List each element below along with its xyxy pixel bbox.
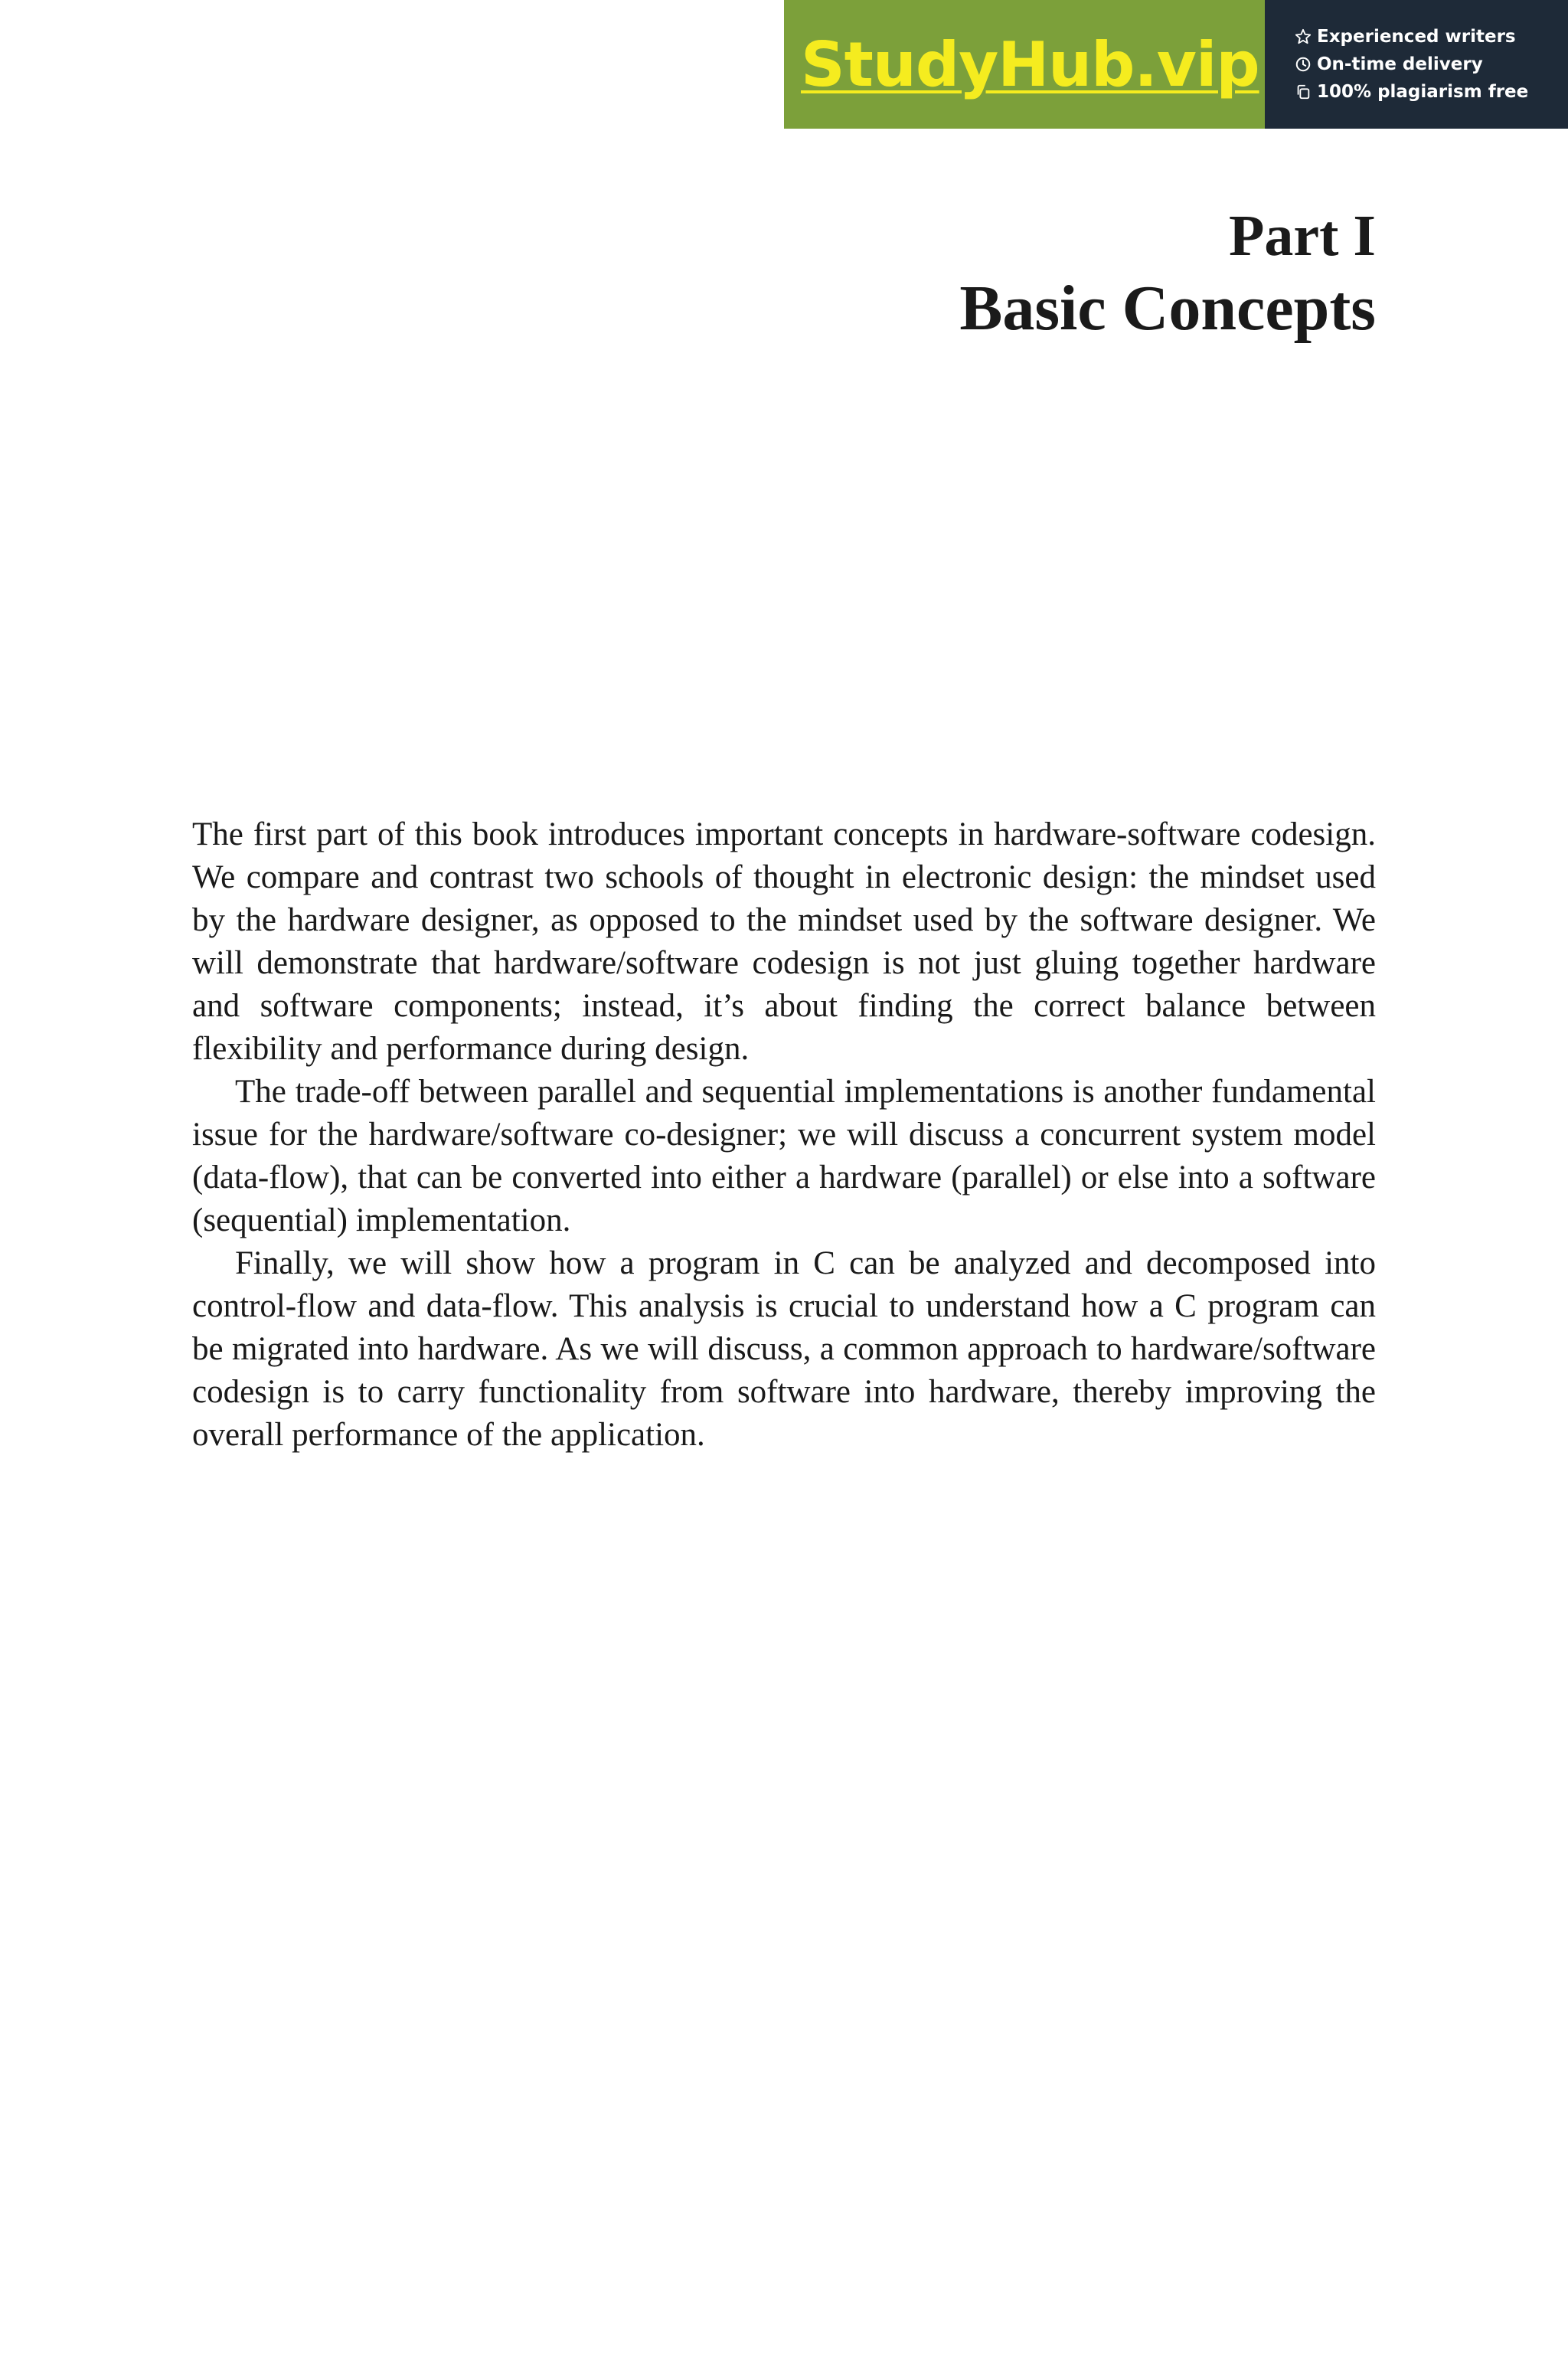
part-title: Basic Concepts — [959, 273, 1376, 344]
star-icon — [1294, 28, 1312, 46]
feature-label: On-time delivery — [1317, 54, 1483, 74]
part-introduction — [192, 813, 1376, 1457]
paragraph: The first part of this book introduces important concepts in hardware-software codesign. We compare and contrast two schools of thought in electronic design: the mindset used by the hardware designer, as opposed to the mindset used by the software designer. We will demonstrate that hardware/software codesign is not just gluing together hardware and software components; instead, it’s about finding the correct balance between flexibility and performance during design. — [192, 816, 1376, 1067]
paragraph: Finally, we will show how a program in C can be analyzed and decomposed into control-flow and data-flow. This analysis is crucial to understand how a C program can be migrated into hardware. As we will discuss, a common approach to hardware/software codesign is to carry functionality from software into hardware, thereby improving the overall performance of the application. — [192, 1245, 1376, 1453]
part-label: Part I — [1228, 204, 1376, 268]
part-heading — [959, 201, 1376, 346]
feature-label: Experienced writers — [1317, 27, 1516, 47]
feature-label: 100% plagiarism free — [1317, 82, 1529, 102]
copy-icon — [1294, 83, 1312, 101]
feature-experienced-writers — [1294, 27, 1568, 47]
feature-plagiarism-free — [1294, 82, 1568, 102]
paragraph: The trade-off between parallel and sequential implementations is another fundamental issue for the hardware/software co-designer; we will discuss a concurrent system model (data-flow), that can be converted into either a hardware (parallel) or else into a software (sequential) implementation. — [192, 1074, 1376, 1238]
feature-on-time-delivery — [1294, 54, 1568, 74]
banner-logo-text: StudyHub.vip — [801, 28, 1259, 100]
clock-icon — [1294, 55, 1312, 74]
banner-logo[interactable] — [784, 0, 1265, 129]
banner-features — [1265, 0, 1568, 129]
promo-banner[interactable] — [784, 0, 1568, 129]
